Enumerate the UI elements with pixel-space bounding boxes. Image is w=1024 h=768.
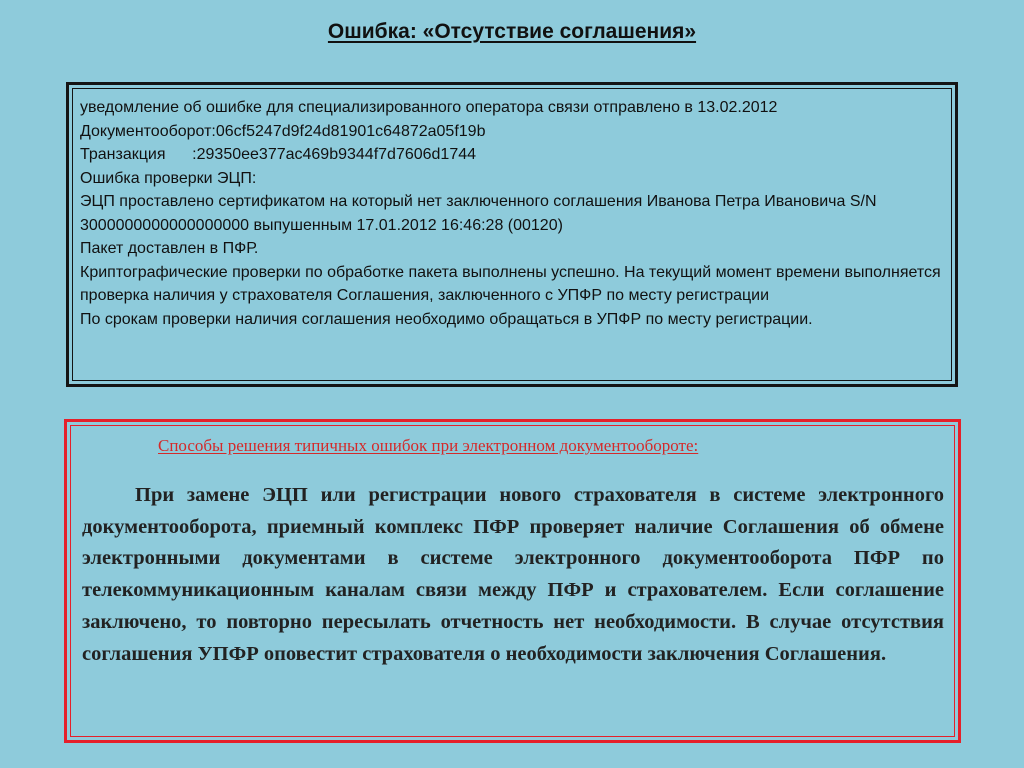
error-line-certificate: ЭЦП проставлено сертификатом на который нет заключенного соглашения Иванова Петра Ивановича S/N 3000000000000000000 выпушенным 17.01.2012 16:46:28 (00120) [80,193,881,234]
solution-heading: Способы решения типичных ошибок при электронном документообороте: [158,436,699,455]
error-line-crypto-check: Криптографические проверки по обработке пакета выполнены успешно. На текущий момент времени выполняется проверка наличия у страхователя Соглашения, заключенного с УПФР по месту регистрации [80,263,946,304]
solution-box [64,419,961,743]
error-line-document-id: Документооборот:06cf5247d9f24d81901c64872a05f19b [80,122,486,140]
error-notification-content [72,88,952,381]
error-line-signature-check: Ошибка проверки ЭЦП: [80,169,257,187]
error-line-contact-upfr: По срокам проверки наличия соглашения необходимо обращаться в УПФР по месту регистрации. [80,310,813,328]
slide-title-text: Ошибка: «Отсутствие соглашения» [327,20,697,43]
slide-title [0,20,1024,44]
error-line-notification: уведомление об ошибке для специализированного оператора связи отправлено в 13.02.2012 [80,99,778,116]
error-line-transaction-id: Транзакция :29350ee377ac469b9344f7d7606d1744 [80,146,477,163]
error-notification-box [66,82,958,387]
solution-box-content [70,425,955,737]
error-line-delivered: Пакет доставлен в ПФР. [80,240,259,257]
solution-body-text: При замене ЭЦП или регистрации нового страхователя в системе электронного документооборота, приемный комплекс ПФР проверяет наличие Соглашения об обмене электронными документами в системе электронного документооборота ПФР по телекоммуникационным каналам связи между ПФР и страхователем. Если соглашение заключено, то повторно пересылать отчетность нет необходимости. В случае отсутствия соглашения УПФР оповестит страхователя о необходимости заключения Соглашения. [82,484,944,665]
